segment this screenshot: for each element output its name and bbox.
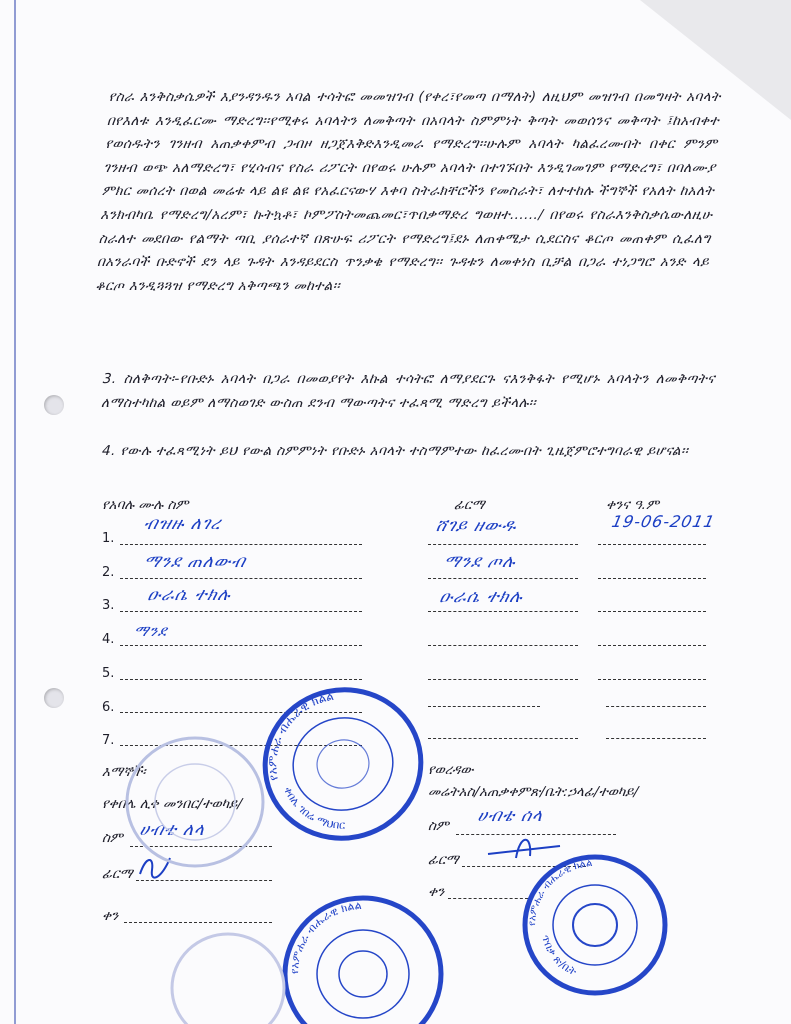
woreda-round-stamp xyxy=(520,852,670,998)
date-line xyxy=(598,679,706,680)
date-line xyxy=(598,578,706,579)
left-name-handwritten: ሀብቴ ለላ xyxy=(137,820,208,840)
name-line xyxy=(120,645,362,646)
date-line xyxy=(598,645,706,646)
punch-hole xyxy=(44,395,64,415)
penalty-paragraph: 3. ስለቅጣት፡-የቡድኑ አባላት በጋራ በመወያየት እኩል ተሳትፎ ለማያደርጉ ናእንቅፋት የሚሆኑ አባላትን ለመቅጣትና ለማስተካከል ወይም ለማስወገድ ውስጠ ደንብ ማውጣትና ተፈጻሚ ማድረግ ይችላሉ፡፡ xyxy=(100,371,716,411)
left-date-line xyxy=(124,922,272,923)
header-signature: ፊርማ xyxy=(453,497,486,513)
svg-text:የአምሐራ ብሔራዊ ክልል: የአምሐራ ብሔራዊ ክልል xyxy=(526,857,593,927)
signature-line xyxy=(428,706,540,707)
faded-stamp-impression xyxy=(168,928,288,1024)
effect-paragraph: 4. የውሉ ተፈጻሚነት ይህ የውል ስምምነት የቡድኑ አባላት ተስማምተው ከፈረሙበት ጊዜጀምሮተግባራዊ ይሆናል፡፡ xyxy=(101,443,689,459)
member-signature-handwritten: ዑራሴ ተክሉ xyxy=(437,587,525,607)
member-name-handwritten: ብዝዙ ለገረ xyxy=(141,514,224,534)
date-line xyxy=(598,544,706,545)
bottom-round-stamp xyxy=(278,888,448,1024)
row-number: 4. xyxy=(102,632,115,647)
witnesses-label: እማኞች፡ xyxy=(101,764,147,780)
row-number: 7. xyxy=(102,733,115,748)
member-name-handwritten: ማንደ ጠለውብ xyxy=(141,552,248,572)
name-line xyxy=(120,544,362,545)
left-signature-label: ፊርማ xyxy=(101,866,134,882)
faded-stamp-impression xyxy=(120,732,270,872)
signature-line xyxy=(428,544,578,545)
kebele-chair-title: የቀበሌ ሊቀ መንበር/ተወካይ/ xyxy=(101,796,243,812)
date-line xyxy=(598,611,706,612)
svg-text:ጥበቃ ጽ/ቤት: ጥበቃ ጽ/ቤት xyxy=(538,933,579,979)
left-name-label: ስም xyxy=(101,830,124,846)
header-date: ቀንና ዓ.ም xyxy=(605,497,660,513)
row-number: 5. xyxy=(102,666,115,681)
header-member-name: የአባሉ ሙሉ ስም xyxy=(101,497,189,513)
signature-line xyxy=(428,645,578,646)
woreda-title: የወረዳው xyxy=(427,762,475,778)
member-signature-handwritten: ሸገይ ዘውዱ xyxy=(433,516,519,536)
right-date-label: ቀን xyxy=(427,884,445,900)
member-name-handwritten: ዑራሴ ተክሉ xyxy=(145,585,233,605)
woreda-office-title: መሬትአስ/አጠቃቀምጽ/ቤት:ኃላፊ/ተወካይ/ xyxy=(427,784,639,800)
date-line xyxy=(606,738,706,739)
signature-line xyxy=(428,738,578,739)
right-name-label: ስም xyxy=(427,818,450,834)
member-date-handwritten: 19-06-2011 xyxy=(609,512,718,531)
row-number: 2. xyxy=(102,565,115,580)
punch-hole xyxy=(44,688,64,708)
signature-line xyxy=(428,679,578,680)
member-signature-handwritten: ማንደ ጦሉ xyxy=(441,552,518,572)
signature-line xyxy=(428,578,578,579)
svg-text:የአምሐራ ብሔራዊ ክልል: የአምሐራ ብሔራዊ ክልል xyxy=(287,898,363,975)
right-name-handwritten: ሀብቴ ሰላ xyxy=(475,806,546,826)
row-number: 1. xyxy=(102,531,115,546)
name-line xyxy=(120,679,362,680)
left-date-label: ቀን xyxy=(101,908,119,924)
right-signature-label: ፊርማ xyxy=(427,852,460,868)
right-date-line xyxy=(448,898,528,899)
kebele-round-stamp xyxy=(258,684,428,844)
member-name-handwritten: ማንደ xyxy=(132,622,170,640)
row-number: 6. xyxy=(102,700,115,715)
row-number: 3. xyxy=(102,598,115,613)
signature-line xyxy=(428,611,578,612)
agreement-paragraph-duties: የስራ እንቅስቃሴዎች እያንዳንዱን አባል ተሳትፎ መመዝገብ (የቀረ፣የመጣ በማለት) ለዚህም መዝገብ በመግዛት አባላት በየእለቱ እንዲፈርሙ ማድረግ፡፡የሚቀሩ አባላትን ለመቅጣት በአባላት ስምምነት ቅጣት መወሰንና መቅጣት ፤ከአብቀተ የወሰዱትን ገንዘብ አጠቃቀምብ ጋብዞ ዘጋጀእቅድእንዲመራ የማድረግ፡፡ሁሉም አባላት ካልፈረሙበት በቀር ምንም ገንዘብ ወጭ አለማድረግ፣ የሂሳብና የስራ ሪፖርት በየወሩ ሁሉም አባላት በተገኙበት እንዲገመገም የማድረግ፣ በባለሙያ ምክር መሰረት በወል መሬቱ ላይ ልዩ ልዩ የአፈርናውሃ እቀባ ስትራክቸሮችን የመስራት፣ ለተተከሉ ችግኞች የአለት ከአለት እንክብካቤ የማድረግ/አረም፣ ኩትኳቶ፣ ኮምፖስትመጨመር፣ጥበቃማድረ ግወዘተ....../ በየወሩ የስራእንቅስቃሴውለዚሁ ስራለተ መደበው የልማት ጣቢ ያሰራተኛ በጽሁፍ ሪፖርት የማድረግ፤ደኑ ለጠቀሜታ ሲደርስና ቆርጦ መጠቀም ሲፈለግ በአንራባች ቡድኖች ደን ላይ ጉዳት እንዳይደርስ ጥንቃቄ የማድረግ፡፡ ጉዳቱን ለመቀነስ ቢቻል በጋራ ተነጋግሮ አንድ ላይ ቆርጦ እንዲጓጓዝ የማድረግ አቅጣጫን መከተል፡፡ xyxy=(94,89,722,294)
date-line xyxy=(606,706,706,707)
svg-text:የአምሐራ ብሔራዊ ክልል: የአምሐራ ብሔራዊ ክልል xyxy=(265,688,335,782)
name-line xyxy=(120,611,362,612)
name-line xyxy=(120,578,362,579)
svg-text:ቀበሌ ገበሬ ማህበር: ቀበሌ ገበሬ ማህበር xyxy=(281,784,346,832)
page-edge-line xyxy=(14,0,16,1024)
